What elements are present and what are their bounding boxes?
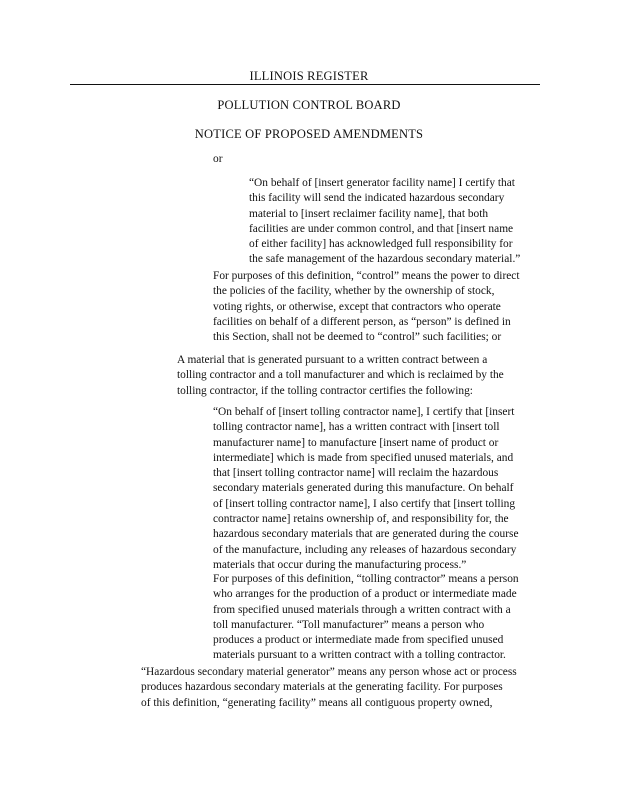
text-line: material to [insert reclaimer facility name], that both — [249, 207, 489, 220]
generator-certification-quote — [249, 176, 520, 268]
text-line: produces a product or intermediate made from specified unused — [213, 634, 504, 647]
text-line: “On behalf of [insert tolling contractor name], I certify that [insert — [213, 406, 515, 418]
text-line: intermediate] which is made from specified unused materials, and — [213, 451, 514, 464]
text-line: A material that is generated pursuant to a written contract between a — [177, 354, 488, 366]
text-line: from specified unused materials through a written contract with a — [213, 603, 511, 616]
or-connector: or — [213, 153, 223, 165]
header-rule-left — [70, 84, 156, 85]
text-line: tolling contractor and a toll manufacturer and which is reclaimed by the — [177, 369, 504, 382]
text-line: this facility will send the indicated hazardous secondary — [249, 192, 505, 205]
text-line: of either facility] has acknowledged full responsibility for — [249, 238, 513, 251]
register-title: ILLINOIS REGISTER — [249, 69, 369, 83]
text-line: the policies of the facility, whether by the ownership of stock, — [213, 285, 495, 298]
generator-definition — [141, 665, 517, 711]
control-definition — [213, 269, 520, 345]
text-line: materials pursuant to a written contract with a tolling contractor. — [213, 649, 506, 662]
text-line: that [insert tolling contractor name] will reclaim the hazardous — [213, 467, 499, 480]
text-line: this Section, shall not be deemed to “control” such facilities; or — [213, 331, 502, 344]
text-line: toll manufacturer. “Toll manufacturer” means a person who — [213, 618, 485, 631]
text-line: For purposes of this definition, “tolling contractor” means a person — [213, 573, 519, 585]
header-rule — [156, 84, 540, 85]
text-line: of [insert tolling contractor name], I also certify that [insert tolling — [213, 497, 516, 510]
text-line: tolling contractor name], has a written contract with [insert toll — [213, 421, 500, 434]
tolling-contractor-definition — [213, 572, 519, 664]
board-title: POLLUTION CONTROL BOARD — [217, 98, 401, 112]
notice-title: NOTICE OF PROPOSED AMENDMENTS — [194, 127, 424, 141]
text-line: hazardous secondary materials that are generated during the course — [213, 528, 519, 541]
text-line: For purposes of this definition, “control” means the power to direct — [213, 270, 520, 282]
text-line: facilities are under common control, and that [insert name — [249, 222, 514, 235]
tolling-certification-quote — [213, 405, 519, 573]
text-line: produces hazardous secondary materials at the generating facility. For purposes — [141, 681, 503, 694]
text-line: facilities on behalf of a different person, as “person” is defined in — [213, 315, 511, 328]
text-line: materials that occur during the manufacturing process.” — [213, 558, 467, 571]
text-line: “Hazardous secondary material generator” means any person whose act or process — [141, 666, 517, 678]
text-line: tolling contractor, if the tolling contractor certifies the following: — [177, 384, 473, 397]
text-line: who arranges for the production of a product or intermediate made — [213, 588, 517, 601]
tolling-intro-paragraph — [177, 353, 504, 399]
text-line: manufacturer name] to manufacture [insert name of product or — [213, 436, 499, 449]
text-line: “On behalf of [insert generator facility name] I certify that — [249, 177, 515, 189]
text-line: of this definition, “generating facility” means all contiguous property owned, — [141, 696, 493, 709]
text-line: contractor name] retains ownership of, and responsibility for, the — [213, 513, 509, 526]
text-line: voting rights, or otherwise, except that contractors who operate — [213, 300, 501, 313]
text-line: of the manufacture, including any releases of hazardous secondary — [213, 543, 517, 556]
text-line: the safe management of the hazardous secondary material.” — [249, 253, 521, 266]
text-line: secondary materials generated during this manufacture. On behalf — [213, 482, 514, 495]
